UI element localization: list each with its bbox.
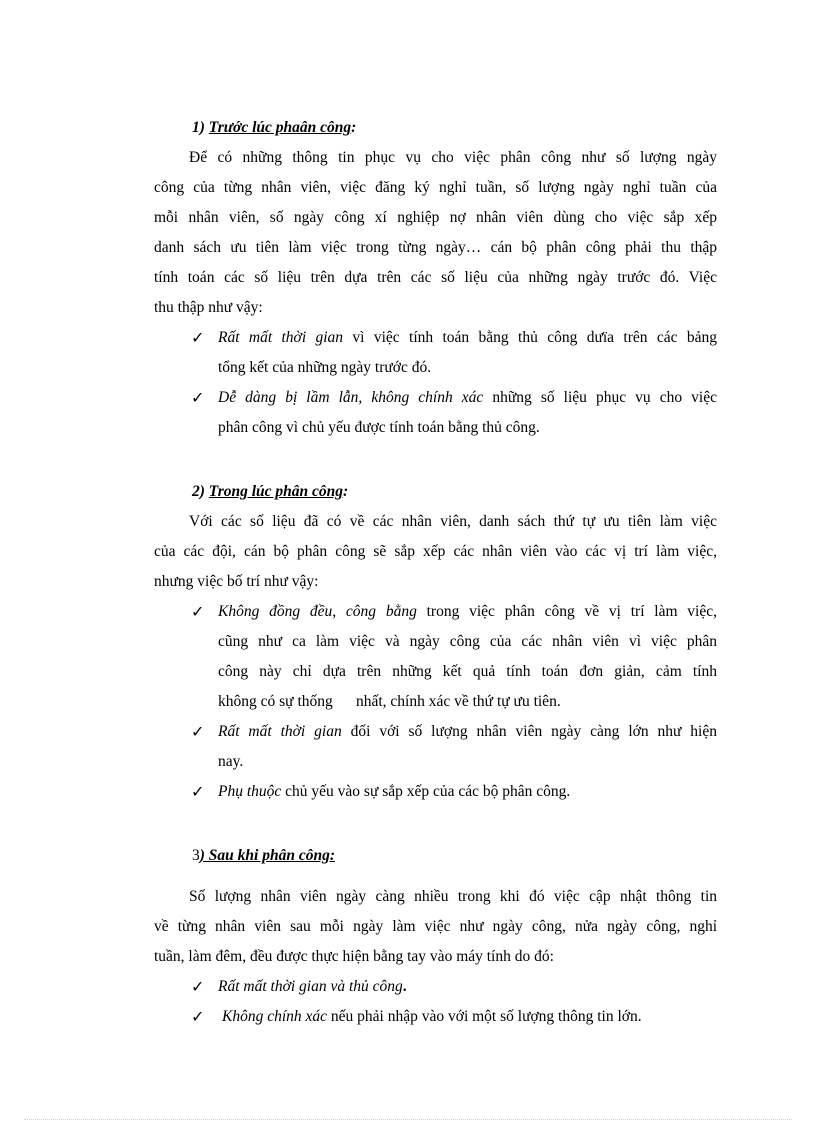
section2-bullet2 — [218, 722, 717, 742]
footer-divider — [24, 1119, 792, 1120]
section2-para-line: của các đội, cán bộ phân công sẽ sắp xếp các nhân viên vào các vị trí làm việc, — [154, 543, 717, 560]
section1-para-line: thu thập như vậy: — [154, 299, 263, 316]
section1-bullet2-line2: phân công vì chủ yếu được tính toán bằng thủ công. — [218, 419, 540, 436]
section2-bullet1-line: không có sự thống nhất, chính xác về thứ tự ưu tiên. — [218, 693, 561, 710]
section1-heading — [192, 118, 356, 138]
section3-bullet2-text: nếu phải nhập vào với một số lượng thông tin lớn. — [327, 1008, 642, 1025]
section1-para-line: Để có những thông tin phục vụ cho việc phân công như số lượng ngày — [189, 149, 717, 166]
section1-para-line: công của từng nhân viên, việc đăng ký nghỉ tuần, số lượng ngày nghỉ tuần của — [154, 179, 717, 196]
section3-bullet2-emphasis: Không chính xác — [222, 1008, 328, 1025]
section2-bullet1-emphasis: Không đồng đều, công bằng — [218, 603, 417, 620]
section2-bullet2-line2: nay. — [218, 753, 244, 770]
check-icon: ✓ — [191, 1007, 205, 1026]
section3-para-line: tuần, làm đêm, đều được thực hiện bằng tay vào máy tính do đó: — [154, 948, 554, 965]
check-icon: ✓ — [191, 328, 205, 347]
section1-bullet1-text: vì việc tính toán bằng thủ công dưïa trên các bảng — [343, 329, 717, 346]
section1-bullet2 — [218, 388, 717, 408]
section1-bullet1-line2: tổng kết của những ngày trước đó. — [218, 359, 432, 376]
section3-heading-title: ) Sau khi phân công: — [199, 847, 335, 864]
section2-bullet2-emphasis: Rất mất thời gian — [218, 723, 342, 740]
section2-bullet1-line: cũng như ca làm việc và ngày công của các nhân viên vì việc phân — [218, 633, 717, 650]
section2-heading-title: Trong lúc phân công — [208, 483, 344, 500]
section1-heading-colon: : — [351, 119, 357, 136]
section3-heading — [192, 846, 335, 866]
section2-bullet1 — [218, 602, 717, 622]
check-icon: ✓ — [191, 388, 205, 407]
section2-heading-colon: : — [343, 483, 349, 500]
section2-heading — [192, 482, 348, 502]
section1-heading-number: 1) — [192, 119, 209, 136]
section1-para-line: danh sách ưu tiên làm việc trong từng ngày… cán bộ phân công phải thu thập — [154, 239, 717, 256]
check-icon: ✓ — [191, 782, 205, 801]
section2-bullet3 — [218, 782, 570, 802]
section1-bullet2-emphasis: Dễ dàng bị lầm lẫn, không chính xác — [218, 389, 484, 406]
section3-para-line: về từng nhân viên sau mỗi ngày làm việc như ngày công, nửa ngày công, nghỉ — [154, 918, 717, 935]
check-icon: ✓ — [191, 722, 205, 741]
section1-para-line: tính toán các số liệu trên dựa trên các số liệu của những ngày trước đó. Việc — [154, 269, 717, 286]
section3-bullet2 — [222, 1007, 642, 1027]
section3-bullet1-emphasis: Rất mất thời gian và thủ công — [218, 978, 403, 995]
section2-bullet1-line: công này chỉ dựa trên những kết quả tính toán đơn giản, cảm tính — [218, 663, 717, 680]
check-icon: ✓ — [191, 602, 205, 621]
section1-bullet1 — [218, 328, 717, 348]
section2-bullet1-text: trong việc phân công về vị trí làm việc, — [416, 603, 717, 620]
section1-bullet2-text: những số liệu phục vụ cho việc — [483, 389, 717, 406]
section3-bullet1-period: . — [402, 978, 407, 995]
section1-bullet1-emphasis: Rất mất thời gian — [218, 329, 344, 346]
section3-heading-number: 3 — [192, 847, 200, 864]
check-icon: ✓ — [191, 977, 205, 996]
section2-para-line: Với các số liệu đã có về các nhân viên, danh sách thứ tự ưu tiên làm việc — [189, 513, 717, 530]
section2-bullet3-text: chủ yếu vào sự sắp xếp của các bộ phân công. — [281, 783, 571, 800]
section1-heading-title: Trước lúc phaân công — [208, 119, 352, 136]
section3-bullet1 — [218, 977, 407, 997]
section2-para-line: nhưng việc bố trí như vậy: — [154, 573, 319, 590]
section3-para-line: Số lượng nhân viên ngày càng nhiều trong khi đó việc cập nhật thông tin — [189, 888, 717, 905]
section2-bullet3-emphasis: Phụ thuộc — [218, 783, 282, 800]
section2-heading-number: 2) — [192, 483, 209, 500]
section2-bullet2-text: đối với số lượng nhân viên ngày càng lớn như hiện — [341, 723, 717, 740]
section1-para-line: mỗi nhân viên, số ngày công xí nghiệp nợ nhân viên dùng cho việc sắp xếp — [154, 209, 717, 226]
